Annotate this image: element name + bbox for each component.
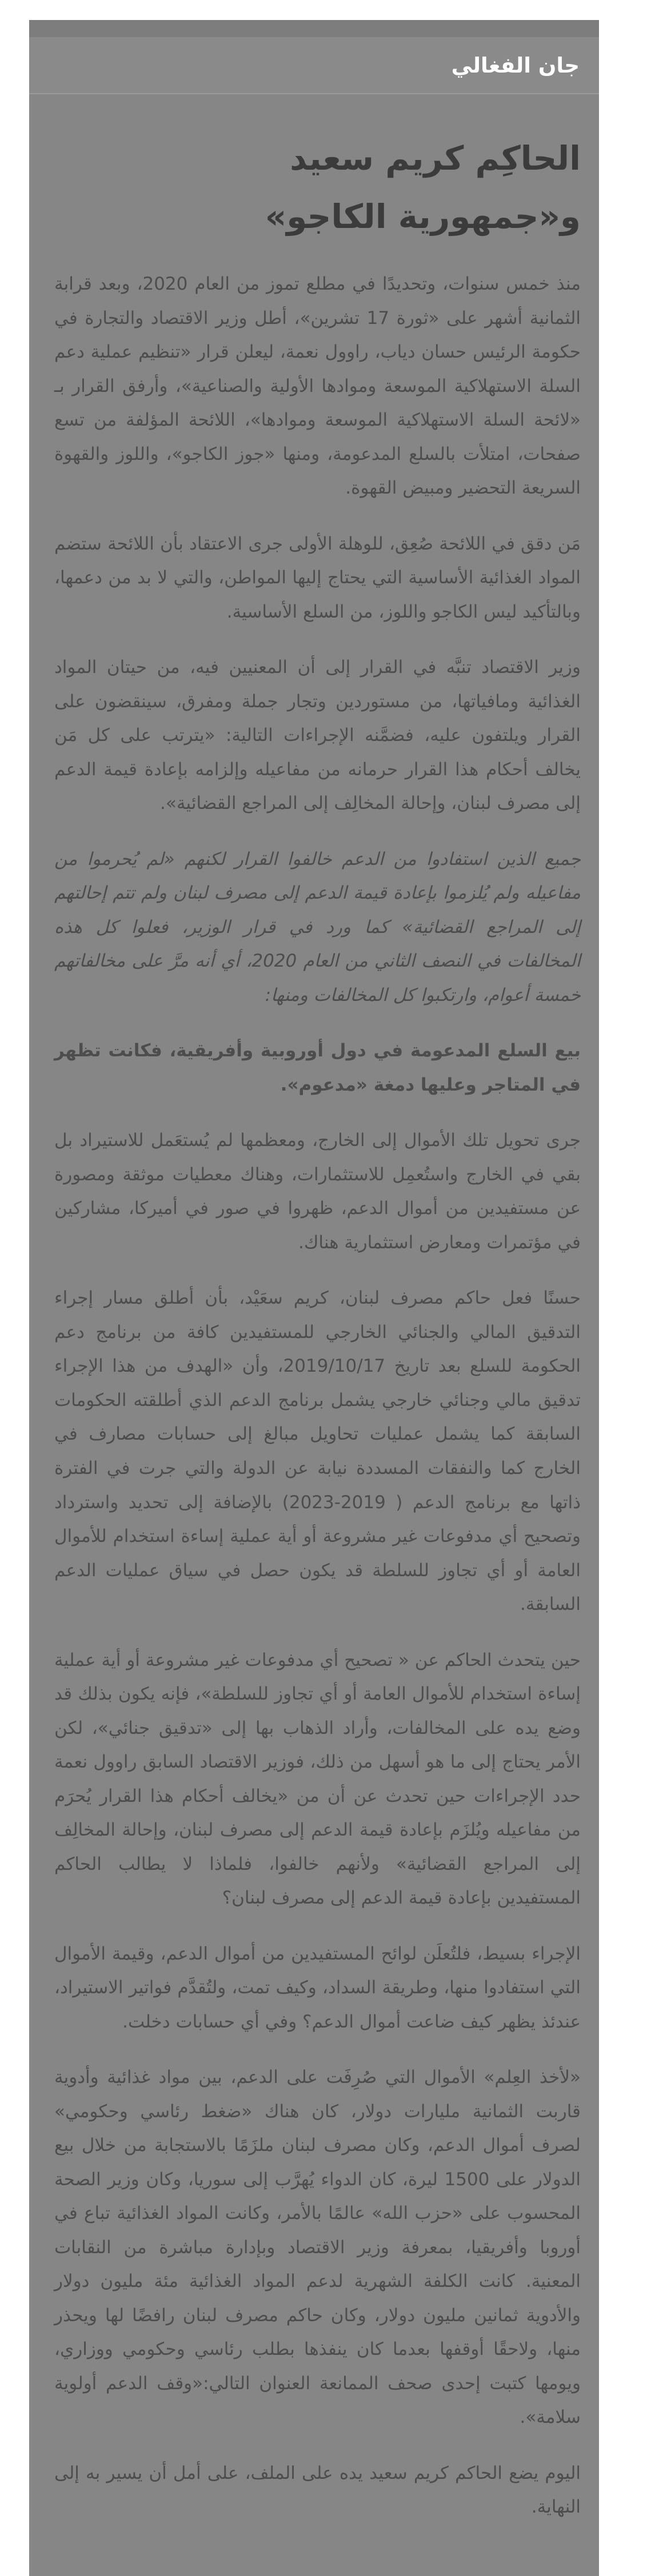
article-paragraph: حسنًا فعل حاكم مصرف لبنان، كريم سعَيْد، بأن أطلق مسار إجراء التدقيق المالي والجنائي الخارجي للمستفيدين كافة من برنامج دعم الحكومة للسلع بعد تاريخ 2019/10/17، وأن «الهدف من هذا الإجراء تدقيق مالي وجنائي خارجي يشمل برنامج الدعم الذي أطلقته الحكومات السابقة كما يشمل عمليات تحاويل مبالغ إلى حسابات مصارف في الخارج كما والنفقات المسددة نيابة عن الدولة والتي جرت في الفترة ذاتها مع برنامج الدعم ( 2019-2023) بالإضافة إلى تحديد واسترداد وتصحيح أي مدفوعات غير مشروعة أو أية عملية إساءة استخدام للأموال العامة أو أي تجاوز للسلطة قد يكون حصل في سياق عمليات الدعم السابقة. — [54, 1288, 581, 1615]
article-paragraph: حين يتحدث الحاكم عن « تصحيح أي مدفوعات غير مشروعة أو أية عملية إساءة استخدام للأموال العامة أو أي تجاوز للسلطة»، فإنه يكون بذلك قد وضع يده على المخالفات، وأراد الذهاب بها إلى «تدقيق جنائي»، لكن الأمر يحتاج إلى ما هو أسهل من ذلك، فوزير الاقتصاد السابق راوول نعمة حدد الإجراءات حين تحدث عن أن من «يخالف أحكام هذا القرار يُحرَم من مفاعيله ويُلزَم بإعادة قيمة الدعم إلى مصرف لبنان، وإحالة المخالِف إلى المراجع القضائية» ولأنهم خالفوا، فلماذا لا يطالب الحاكم المستفيدين بإعادة قيمة الدعم إلى مصرف لبنان؟ — [54, 1649, 581, 1909]
article-paragraph: منذ خمس سنوات، وتحديدًا في مطلع تموز من العام 2020، وبعد قرابة الثمانية أشهر على «ثورة 17 تشرين»، أطل وزير الاقتصاد والتجارة في حكومة الرئيس حسان دياب، راوول نعمة، ليعلن قرار «تنظيم عملية دعم السلة الاستهلاكية الموسعة وموادها الأولية والصناعية»، وأرفق القرار بـ «لائحة السلة الاستهلاكية الموسعة وموادها»، اللائحة المؤلفة من تسع صفحات، امتلأت بالسلع المدعومة، ومنها «جوز الكاجو»، واللوز والقهوة السريعة التحضير ومبيض القهوة. — [54, 274, 581, 499]
site-header-strip — [29, 20, 599, 37]
article-paragraph: جرى تحويل تلك الأموال إلى الخارج، ومعظمها لم يُستعَمل للاستيراد بل بقي في الخارج واستُعمِل للاستثمارات، وهناك معطيات موثقة ومصورة عن مستفيدين من أموال الدعم، ظهروا في صور في أميركا، مشاركين في مؤتمرات ومعارض استثمارية هناك. — [54, 1130, 581, 1253]
author-bar — [29, 37, 599, 94]
author-byline[interactable]: جان الفغالي — [451, 53, 580, 78]
article-paragraph: اليوم يضع الحاكم كريم سعيد يده على الملف، على أمل أن يسير به إلى النهاية. — [54, 2462, 581, 2518]
article-paragraphs — [54, 267, 581, 2525]
page-title-line-1: الحاكِم كريم سعيد — [290, 139, 581, 178]
page-title-line-2: و«جمهورية الكاجو» — [265, 197, 581, 236]
article-body — [29, 94, 599, 2576]
article-paragraph: بيع السلع المدعومة في دول أوروبية وأفريقية، فكانت تظهر في المتاجر وعليها دمغة «مدعوم». — [54, 1040, 581, 1095]
page-title — [54, 130, 581, 246]
article-paragraph: جميع الذين استفادوا من الدعم خالفوا القرار لكنهم «لم يُحرموا من مفاعيله ولم يُلزموا بإعادة قيمة الدعم إلى مصرف لبنان ولم تتم إحالتهم إلى المراجع القضائية» كما ورد في قرار الوزير، فعلوا كل هذه المخالفات في النصف الثاني من العام 2020، أي أنه مرَّ على مخالفاتهم خمسة أعوام، وارتكبوا كل المخالفات ومنها: — [54, 848, 581, 1005]
article-paragraph: وزير الاقتصاد تنبَّه في القرار إلى أن المعنيين فيه، من حيتان المواد الغذائية ومافياتها، من مستوردين وتجار جملة ومفرق، سينقضون على القرار ويلتفون عليه، فضمَّنه الإجراءات التالية: «يترتب على كل مَن يخالف أحكام هذا القرار حرمانه من مفاعيله وإلزامه بإعادة قيمة الدعم إلى مصرف لبنان، وإحالة المخالِف إلى المراجع القضائية». — [54, 657, 581, 814]
article-paragraph: مَن دقق في اللائحة صُعِق، للوهلة الأولى جرى الاعتقاد بأن اللائحة ستضم المواد الغذائية الأساسية التي يحتاج إليها المواطن، والتي لا بد من دعمها، وبالتأكيد ليس الكاجو واللوز، من السلع الأساسية. — [54, 533, 581, 622]
article-card — [29, 20, 599, 2576]
article-paragraph: «لأخذ العِلم» الأموال التي صُرِفَت على الدعم، بين مواد غذائية وأدوية قاربت الثمانية مليارات دولار، كان هناك «ضغط رئاسي وحكومي» لصرف أموال الدعم، وكان مصرف لبنان ملزَمًا بالاستجابة من خلال بيع الدولار على 1500 ليرة، كان الدواء يُهرَّب إلى سوريا، وكان وزير الصحة المحسوب على «حزب الله» عالمًا بالأمر، وكانت المواد الغذائية تباع في أوروبا وأفريقيا، بمعرفة وزير الاقتصاد وبإدارة مباشرة من النقابات المعنية. كانت الكلفة الشهرية لدعم المواد الغذائية مئة مليون دولار والأدوية ثمانين مليون دولار، وكان حاكم مصرف لبنان رافضًا لها ويحذر منها، ولاحقًا أوقفها بعدما كان ينفذها بطلب رئاسي وحكومي ووزاري، ويومها كتبت إحدى صحف الممانعة العنوان التالي:«وقف الدعم أولوية سلامة». — [54, 2067, 581, 2428]
article-paragraph: الإجراء بسيط، فلتُعلَن لوائح المستفيدين من أموال الدعم، وقيمة الأموال التي استفادوا منها، وطريقة السداد، وكيف تمت، ولتُقدَّم فواتير الاستيراد، عندئذ يظهر كيف ضاعت أموال الدعم؟ وفي أي حسابات دخلت. — [54, 1943, 581, 2032]
